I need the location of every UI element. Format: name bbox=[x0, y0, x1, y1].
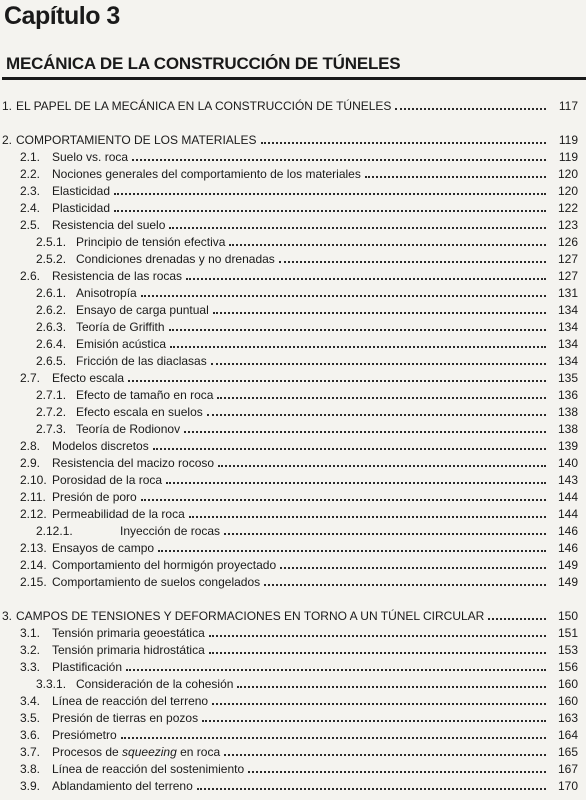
section-title: Fricción de las diaclasas bbox=[76, 354, 207, 368]
section-title: Línea de reacción del terreno bbox=[52, 694, 209, 708]
section-number: 3.8. bbox=[20, 762, 41, 776]
toc-entry bbox=[0, 317, 578, 334]
section-number: 3.6. bbox=[20, 728, 41, 742]
section-number: 2.12.1. bbox=[36, 524, 73, 538]
toc-entry bbox=[0, 164, 578, 181]
leader-dots bbox=[166, 481, 546, 484]
leader-dots bbox=[184, 430, 546, 433]
section-number: 2.3. bbox=[20, 184, 41, 198]
page-number: 120 bbox=[557, 184, 578, 198]
toc-entry bbox=[0, 776, 578, 793]
section-number: 2. bbox=[2, 133, 13, 147]
section-number: 2.6.2. bbox=[36, 303, 67, 317]
toc-entry bbox=[0, 691, 578, 708]
section-number: 2.6.4. bbox=[36, 337, 67, 351]
section-title: Línea de reacción del sostenimiento bbox=[52, 762, 245, 776]
page-number: 138 bbox=[557, 422, 578, 436]
section-title: Efecto de tamaño en roca bbox=[76, 388, 214, 402]
page-number: 138 bbox=[557, 405, 578, 419]
page-number: 167 bbox=[557, 762, 578, 776]
leader-dots bbox=[248, 770, 546, 773]
section-title: Suelo vs. roca bbox=[52, 150, 129, 164]
page-number: 143 bbox=[557, 473, 578, 487]
section-title: Plastificación bbox=[52, 660, 123, 674]
leader-dots bbox=[197, 787, 546, 790]
page-number: 135 bbox=[557, 371, 578, 385]
section-title: Permeabilidad de la roca bbox=[52, 507, 185, 521]
leader-dots bbox=[365, 175, 546, 178]
leader-dots bbox=[279, 260, 546, 263]
leader-dots bbox=[202, 719, 546, 722]
toc-entry bbox=[0, 300, 578, 317]
page-number: 140 bbox=[557, 456, 578, 470]
leader-dots bbox=[141, 294, 546, 297]
toc-entry bbox=[0, 215, 578, 232]
section-number: 3.5. bbox=[20, 711, 41, 725]
page-number: 153 bbox=[557, 643, 578, 657]
toc-entry bbox=[0, 130, 578, 147]
leader-dots bbox=[169, 328, 547, 331]
section-number: 2.6.3. bbox=[36, 320, 67, 334]
toc-entry bbox=[0, 232, 578, 249]
toc-entry bbox=[0, 708, 578, 725]
page-number: 131 bbox=[557, 286, 578, 300]
leader-dots bbox=[132, 158, 546, 161]
leader-dots bbox=[158, 549, 546, 552]
section-title: Presión de poro bbox=[52, 490, 137, 504]
leader-dots bbox=[211, 362, 546, 365]
section-title: Porosidad de la roca bbox=[52, 473, 163, 487]
section-number: 2.5.1. bbox=[36, 235, 67, 249]
page-number: 156 bbox=[557, 660, 578, 674]
section-title: Elasticidad bbox=[52, 184, 111, 198]
toc-entry bbox=[0, 657, 578, 674]
chapter-title: MECÁNICA DE LA CONSTRUCCIÓN DE TÚNELES bbox=[6, 54, 401, 73]
page-number: 163 bbox=[557, 711, 578, 725]
page-number: 120 bbox=[557, 167, 578, 181]
toc-entry bbox=[0, 504, 578, 521]
section-number: 2.13. bbox=[20, 541, 47, 555]
toc-entry bbox=[0, 555, 578, 572]
section-title: Presiómetro bbox=[52, 728, 117, 742]
section-number: 2.6. bbox=[20, 269, 41, 283]
leader-dots bbox=[189, 515, 546, 518]
section-number: 2.7.3. bbox=[36, 422, 67, 436]
toc-entry bbox=[0, 742, 578, 759]
section-title: EL PAPEL DE LA MECÁNICA EN LA CONSTRUCCIÓN DE TÚNELES bbox=[16, 99, 392, 113]
section-title: Principio de tensión efectiva bbox=[76, 235, 226, 249]
leader-dots bbox=[261, 141, 547, 144]
section-title: Ensayo de carga puntual bbox=[76, 303, 209, 317]
section-number: 3.3.1. bbox=[36, 677, 67, 691]
toc-entry bbox=[0, 147, 578, 164]
page-number: 170 bbox=[557, 779, 578, 793]
section-number: 3.9. bbox=[20, 779, 41, 793]
section-title: Tensión primaria hidrostática bbox=[52, 643, 205, 657]
section-title: Resistencia del macizo rocoso bbox=[52, 456, 215, 470]
section-number: 3.3. bbox=[20, 660, 41, 674]
page-number: 149 bbox=[557, 575, 578, 589]
section-number: 2.4. bbox=[20, 201, 41, 215]
section-title: Resistencia del suelo bbox=[52, 218, 166, 232]
section-number: 2.14. bbox=[20, 558, 47, 572]
section-title: Tensión primaria geoestática bbox=[52, 626, 205, 640]
toc-entry bbox=[0, 419, 578, 436]
leader-dots bbox=[229, 243, 546, 246]
toc-entry bbox=[0, 266, 578, 283]
toc-entry bbox=[0, 368, 578, 385]
leader-dots bbox=[224, 532, 546, 535]
section-number: 2.7.1. bbox=[36, 388, 67, 402]
toc-entry bbox=[0, 538, 578, 555]
leader-dots bbox=[114, 192, 546, 195]
page-number: 134 bbox=[557, 320, 578, 334]
page-number: 134 bbox=[557, 303, 578, 317]
leader-dots bbox=[128, 379, 546, 382]
leader-dots bbox=[169, 226, 546, 229]
toc-entry bbox=[0, 96, 578, 113]
section-number: 2.7.2. bbox=[36, 405, 67, 419]
toc-entry bbox=[0, 436, 578, 453]
page-number: 160 bbox=[557, 677, 578, 691]
section-title: Consideración de la cohesión bbox=[76, 677, 234, 691]
page-number: 149 bbox=[557, 558, 578, 572]
section-title: Resistencia de las rocas bbox=[52, 269, 183, 283]
page-number: 122 bbox=[557, 201, 578, 215]
page-number: 165 bbox=[557, 745, 578, 759]
section-title: CAMPOS DE TENSIONES Y DEFORMACIONES EN TORNO A UN TÚNEL CIRCULAR bbox=[16, 609, 485, 623]
page-number: 144 bbox=[557, 490, 578, 504]
section-number: 2.12. bbox=[20, 507, 47, 521]
section-number: 3.7. bbox=[20, 745, 41, 759]
section-title: COMPORTAMIENTO DE LOS MATERIALES bbox=[16, 133, 257, 147]
leader-dots bbox=[207, 413, 546, 416]
section-title: Efecto escala en suelos bbox=[76, 405, 203, 419]
section-number: 2.6.5. bbox=[36, 354, 67, 368]
section-title: Comportamiento del hormigón proyectado bbox=[52, 558, 277, 572]
toc-entry bbox=[0, 283, 578, 300]
page-number: 164 bbox=[557, 728, 578, 742]
section-title: Nociones generales del comportamiento de los materiales bbox=[52, 167, 361, 181]
toc-entry bbox=[0, 521, 578, 538]
toc-entry bbox=[0, 725, 578, 742]
section-number: 2.8. bbox=[20, 439, 41, 453]
toc-entry bbox=[0, 181, 578, 198]
section-number: 2.5. bbox=[20, 218, 41, 232]
toc-entry bbox=[0, 572, 578, 589]
section-number: 3.2. bbox=[20, 643, 41, 657]
page-number: 123 bbox=[557, 218, 578, 232]
leader-dots bbox=[395, 107, 546, 110]
section-title: Ensayos de campo bbox=[52, 541, 155, 555]
leader-dots bbox=[186, 277, 546, 280]
leader-dots bbox=[218, 464, 546, 467]
page-number: 146 bbox=[557, 524, 578, 538]
leader-dots bbox=[121, 736, 546, 739]
page-number: 127 bbox=[557, 252, 578, 266]
toc-entry bbox=[0, 674, 578, 691]
section-title: Anisotropía bbox=[76, 286, 137, 300]
section-number: 2.11. bbox=[20, 490, 46, 504]
page-number: 150 bbox=[557, 609, 578, 623]
section-number: 2.5.2. bbox=[36, 252, 67, 266]
section-title: Teoría de Rodionov bbox=[76, 422, 181, 436]
toc-entry bbox=[0, 249, 578, 266]
page-number: 117 bbox=[558, 99, 578, 113]
section-number: 2.10. bbox=[20, 473, 47, 487]
section-number: 1. bbox=[2, 99, 13, 113]
toc-entry bbox=[0, 351, 578, 368]
leader-dots bbox=[141, 498, 546, 501]
section-number: 2.2. bbox=[20, 167, 41, 181]
page-number: 146 bbox=[557, 541, 578, 555]
page-number: 144 bbox=[557, 507, 578, 521]
page-number: 139 bbox=[557, 439, 578, 453]
leader-dots bbox=[237, 685, 546, 688]
toc-entry bbox=[0, 402, 578, 419]
leader-dots bbox=[213, 311, 546, 314]
section-number: 3. bbox=[2, 609, 13, 623]
leader-dots bbox=[212, 702, 546, 705]
section-title: Condiciones drenadas y no drenadas bbox=[76, 252, 275, 266]
section-number: 2.9. bbox=[20, 456, 41, 470]
toc-entry bbox=[0, 606, 578, 623]
leader-dots bbox=[114, 209, 546, 212]
section-number: 3.4. bbox=[20, 694, 41, 708]
toc-entry bbox=[0, 487, 578, 504]
page-number: 127 bbox=[557, 269, 578, 283]
leader-dots bbox=[209, 634, 546, 637]
leader-dots bbox=[224, 753, 546, 756]
toc-entry bbox=[0, 470, 578, 487]
section-title: Plasticidad bbox=[52, 201, 111, 215]
section-number: 2.1. bbox=[20, 150, 41, 164]
page-number: 151 bbox=[557, 626, 578, 640]
leader-dots bbox=[280, 566, 546, 569]
toc-entry bbox=[0, 623, 578, 640]
toc-entry bbox=[0, 334, 578, 351]
title-underline bbox=[2, 77, 586, 80]
toc-entry bbox=[0, 198, 578, 215]
leader-dots bbox=[264, 583, 546, 586]
leader-dots bbox=[217, 396, 546, 399]
page-number: 136 bbox=[557, 388, 578, 402]
leader-dots bbox=[170, 345, 546, 348]
page-number: 119 bbox=[558, 150, 578, 164]
toc-entry bbox=[0, 759, 578, 776]
section-title: Teoría de Griffith bbox=[76, 320, 165, 334]
section-number: 2.7. bbox=[20, 371, 41, 385]
page-number: 160 bbox=[557, 694, 578, 708]
section-number: 2.15. bbox=[20, 575, 47, 589]
section-title: Presión de tierras en pozos bbox=[52, 711, 199, 725]
leader-dots bbox=[153, 447, 546, 450]
section-title: Efecto escala bbox=[52, 371, 125, 385]
page-number: 134 bbox=[557, 354, 578, 368]
section-title: Ablandamiento del terreno bbox=[52, 779, 193, 793]
section-number: 2.6.1. bbox=[36, 286, 67, 300]
page-number: 126 bbox=[557, 235, 578, 249]
section-title: Inyección de rocas bbox=[120, 524, 221, 538]
leader-dots bbox=[126, 668, 546, 671]
page-number: 134 bbox=[557, 337, 578, 351]
toc-entry bbox=[0, 453, 578, 470]
section-title: Comportamiento de suelos congelados bbox=[52, 575, 261, 589]
section-title: Procesos de squeezing en roca bbox=[52, 745, 221, 759]
section-number: 3.1. bbox=[20, 626, 41, 640]
leader-dots bbox=[209, 651, 546, 654]
section-title: Modelos discretos bbox=[52, 439, 149, 453]
toc-entry bbox=[0, 385, 578, 402]
section-title: Emisión acústica bbox=[76, 337, 167, 351]
chapter-heading: Capítulo 3 bbox=[4, 2, 120, 30]
leader-dots bbox=[488, 617, 546, 620]
page-number: 119 bbox=[558, 133, 578, 147]
toc-entry bbox=[0, 640, 578, 657]
